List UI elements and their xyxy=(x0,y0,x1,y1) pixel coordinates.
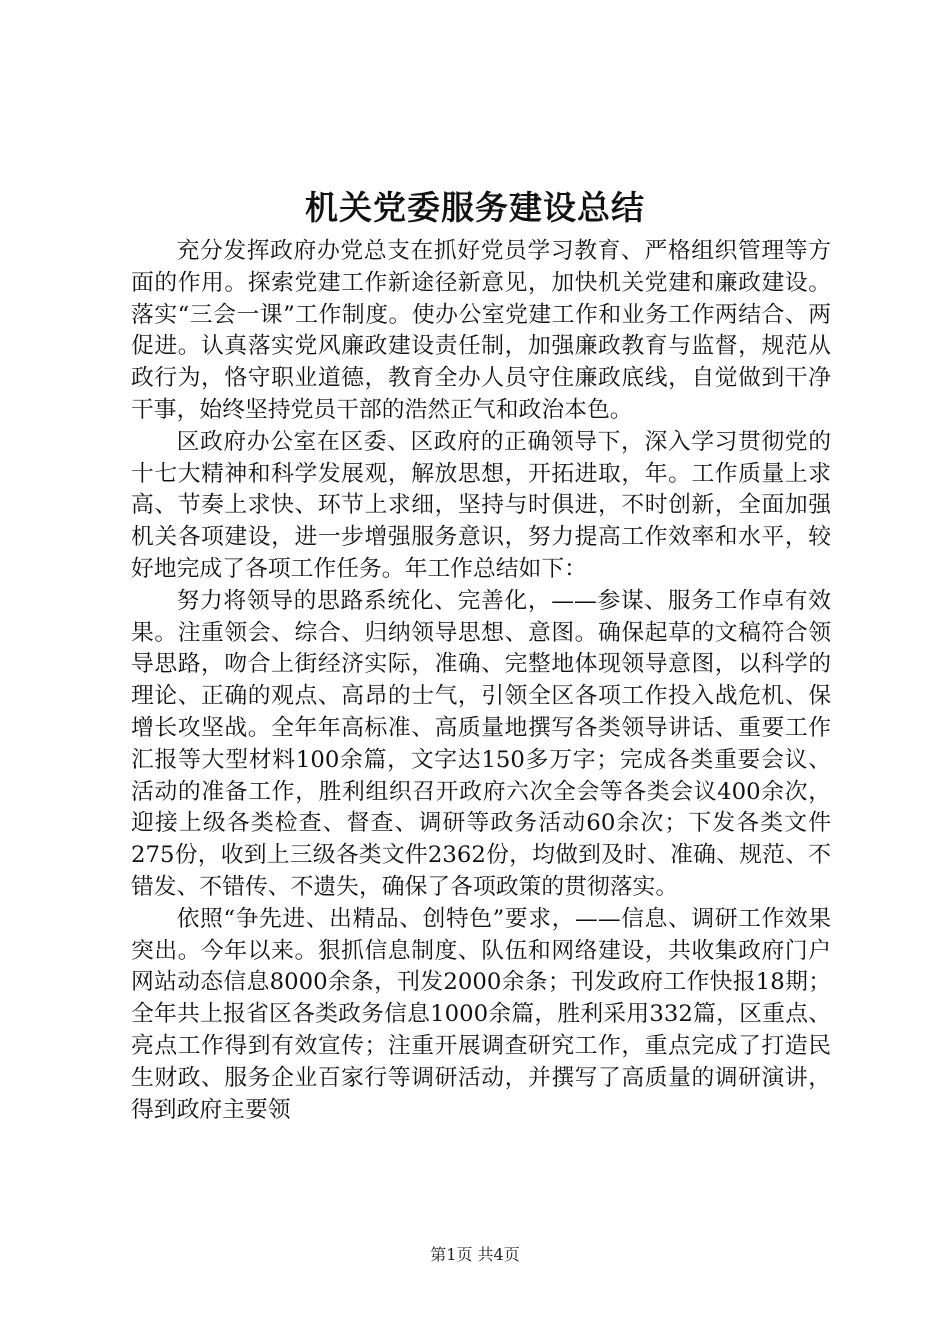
paragraph-party-building: 充分发挥政府办党总支在抓好党员学习教育、严格组织管理等方面的作用。探索党建工作新途径新意见，加快机关党建和廉政建设。落实“三会一课”工作制度。使办公室党建工作和业务工作两结合、两促进。认真落实党风廉政建设责任制，加强廉政教育与监督，规范从政行为，恪守职业道德，教育全办人员守住廉政底线，自觉做到干净干事，始终坚持党员干部的浩然正气和政治本色。 xyxy=(131,238,831,423)
paragraph-information-research: 依照“争先进、出精品、创特色”要求，——信息、调研工作效果突出。今年以来。狠抓信息制度、队伍和网络建设，共收集政府门户网站动态信息8000余条，刊发2000余条；刊发政府工作快报18期；全年共上报省区各类政务信息1000余篇，胜利采用332篇，区重点、亮点工作得到有效宣传；注重开展调查研究工作，重点完成了打造民生财政、服务企业百家行等调研活动，并撰写了高质量的调研演讲，得到政府主要领 xyxy=(131,905,831,1123)
paragraph-office-overview: 区政府办公室在区委、区政府的正确领导下，深入学习贯彻党的十七大精神和科学发展观，解放思想，开拓进取，年。工作质量上求高、节奏上求快、环节上求细，坚持与时俱进，不时创新，全面加强机关各项建设，进一步增强服务意识，努力提高工作效率和水平，较好地完成了各项工作任务。年工作总结如下： xyxy=(131,428,831,582)
document-title: 机关党委服务建设总结 xyxy=(305,188,645,227)
document-body xyxy=(131,236,831,1126)
paragraph-advisory-service: 努力将领导的思路系统化、完善化，——参谋、服务工作卓有效果。注重领会、综合、归纳领导思想、意图。确保起草的文稿符合领导思路，吻合上街经济实际，准确、完整地体现领导意图，以科学的理论、正确的观点、高昂的士气，引领全区各项工作投入战危机、保增长攻坚战。全年年高标准、高质量地撰写各类领导讲话、重要工作汇报等大型材料100余篇，文字达150多万字；完成各类重要会议、活动的准备工作，胜利组织召开政府六次全会等各类会议400余次，迎接上级各类检查、督查、调研等政务活动60余次；下发各类文件275份，收到上三级各类文件2362份，均做到及时、准确、规范、不错发、不错传、不遗失，确保了各项政策的贯彻落实。 xyxy=(131,587,831,900)
page-number-footer: 第1页 共4页 xyxy=(430,1245,520,1264)
